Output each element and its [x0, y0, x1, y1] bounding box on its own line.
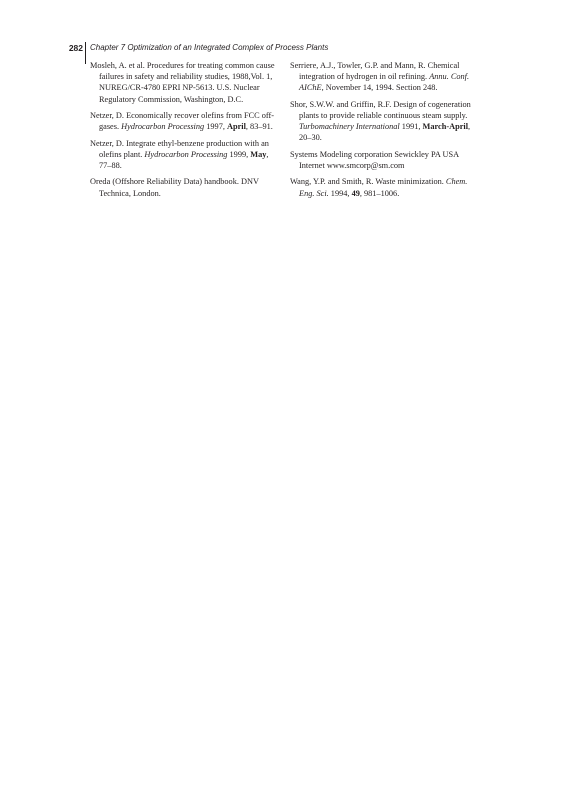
reference-entry: Shor, S.W.W. and Griffin, R.F. Design of cogeneration plants to provide reliable continuous steam supply. Turbomachinery International 1991, March-April, 20–30.: [290, 99, 471, 143]
reference-entry: Mosleh, A. et al. Procedures for treating common cause failures in safety and reliability studies, 1988,Vol. 1, NUREG/CR-4780 EPRI NP-5613. U.S. Nuclear Regulatory Commission, Washington, D.C.: [90, 61, 275, 104]
reference-entry: Systems Modeling corporation Sewickley PA USA Internet www.smcorp@sm.com: [290, 149, 459, 170]
reference-entry: Netzer, D. Economically recover olefins from FCC off-gases. Hydrocarbon Processing 1997, April, 83–91.: [90, 111, 275, 132]
references-right-column: [290, 60, 475, 204]
reference-entry: Netzer, D. Integrate ethyl-benzene production with an olefins plant. Hydrocarbon Processing 1999, May, 77–88.: [90, 138, 269, 170]
running-title: Chapter 7 Optimization of an Integrated Complex of Process Plants: [90, 43, 329, 52]
reference-entry: Serriere, A.J., Towler, G.P. and Mann, R. Chemical integration of hydrogen in oil refining. Annu. Conf. AIChE, November 14, 1994. Section 248.: [290, 61, 470, 93]
reference-entry: Wang, Y.P. and Smith, R. Waste minimization. Chem. Eng. Sci. 1994, 49, 981–1006.: [290, 177, 468, 198]
reference-entry: Oreda (Offshore Reliability Data) handbook. DNV Technica, London.: [90, 177, 259, 198]
references-left-column: [90, 60, 275, 204]
page-number: 282: [68, 43, 83, 53]
header-rule: [85, 42, 86, 64]
